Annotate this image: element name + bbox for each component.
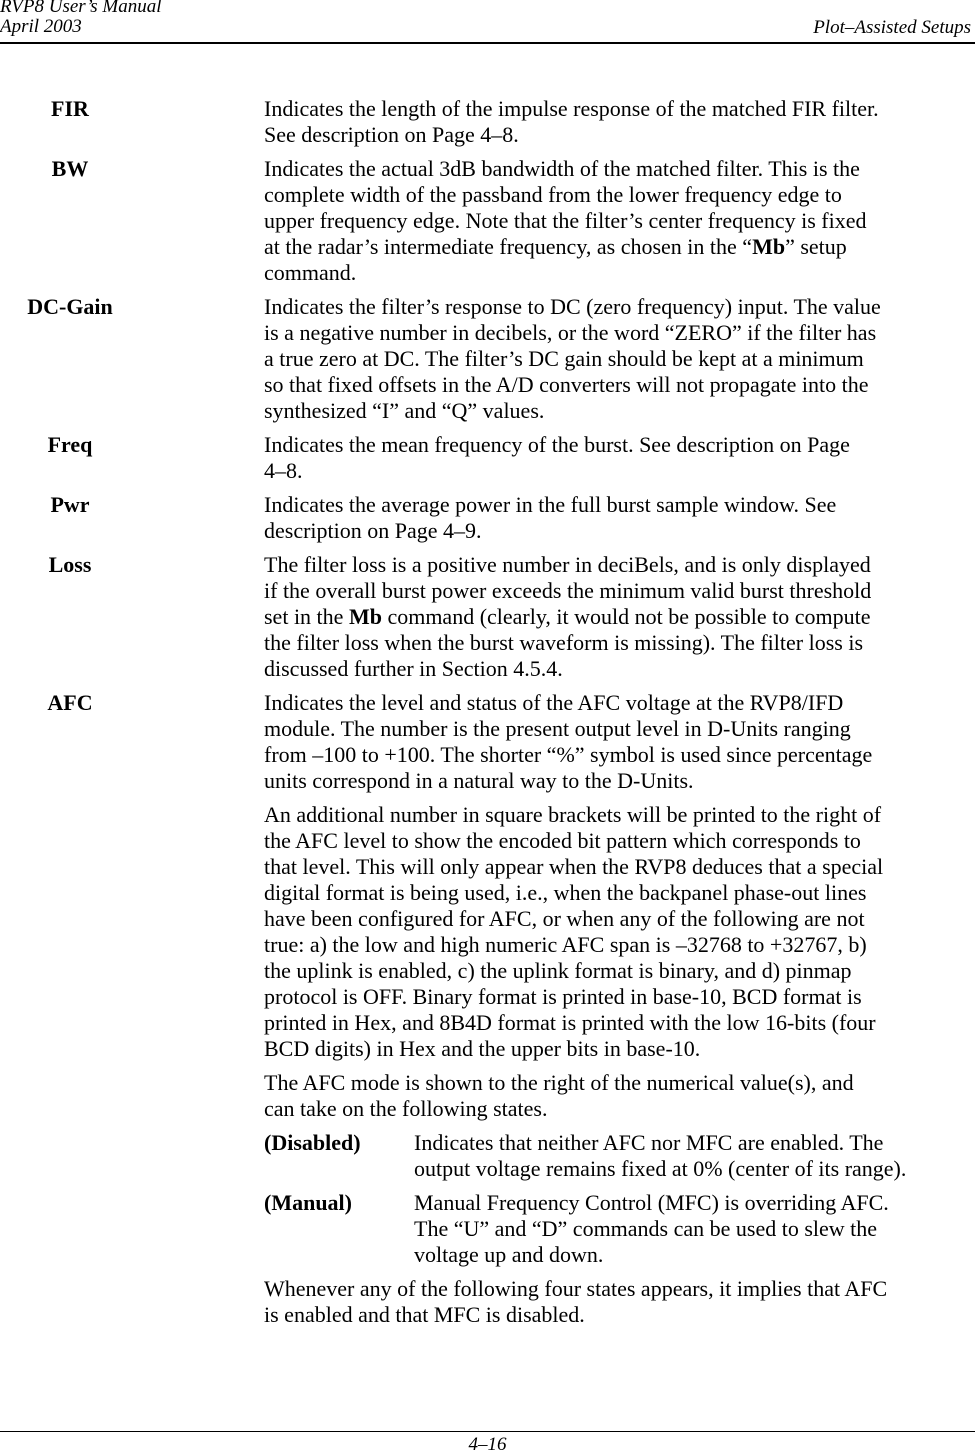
afc-state-disabled xyxy=(264,1130,975,1182)
page-body xyxy=(0,96,975,1336)
desc-line: The “U” and “D” commands can be used to slew the xyxy=(414,1216,878,1241)
term-afc: AFC xyxy=(47,690,93,715)
desc-line: module. The number is the present output level in D-Units ranging xyxy=(264,716,851,741)
mb-command: Mb xyxy=(348,604,382,629)
para-line: digital format is being used, i.e., when the backpanel phase-out lines xyxy=(264,880,867,905)
definition-afc xyxy=(0,690,975,794)
afc-state-manual xyxy=(264,1190,975,1268)
section-title: Plot–Assisted Setups xyxy=(813,17,971,38)
para-line: protocol is OFF. Binary format is printed in base-10, BCD format is xyxy=(264,984,862,1009)
header-rule xyxy=(0,42,975,44)
text-run: at the radar’s intermediate frequency, as chosen in the “ xyxy=(264,234,753,259)
text-run: set in the xyxy=(264,604,349,629)
para-line: true: a) the low and high numeric AFC span is –32768 to +32767, b) xyxy=(264,932,867,957)
para-line: printed in Hex, and 8B4D format is printed with the low 16-bits (four xyxy=(264,1010,876,1035)
para-line: have been configured for AFC, or when any of the following are not xyxy=(264,906,865,931)
manual-date: April 2003 xyxy=(0,16,82,37)
desc-line: units correspond in a natural way to the D-Units. xyxy=(264,768,694,793)
term-freq: Freq xyxy=(47,432,93,457)
desc-freq xyxy=(264,432,975,484)
para-line: is enabled and that MFC is disabled. xyxy=(264,1302,585,1327)
desc-line: Indicates the length of the impulse response of the matched FIR filter. xyxy=(264,96,879,121)
desc-line: upper frequency edge. Note that the filter’s center frequency is fixed xyxy=(264,208,867,233)
desc-line: The filter loss is a positive number in deciBels, and is only displayed xyxy=(264,552,871,577)
term-bw: BW xyxy=(51,156,89,181)
definition-dc-gain xyxy=(0,294,975,424)
desc-line: complete width of the passband from the lower frequency edge to xyxy=(264,182,842,207)
para-line: The AFC mode is shown to the right of the numerical value(s), and xyxy=(264,1070,854,1095)
desc-line: description on Page 4–9. xyxy=(264,518,482,543)
page-number: 4–16 xyxy=(468,1434,507,1455)
desc-afc xyxy=(264,690,975,794)
desc-line: from –100 to +100. The shorter “%” symbol is used since percentage xyxy=(264,742,873,767)
desc-line: a true zero at DC. The filter’s DC gain should be kept at a minimum xyxy=(264,346,864,371)
desc-line: discussed further in Section 4.5.4. xyxy=(264,656,563,681)
para-line: the uplink is enabled, c) the uplink format is binary, and d) pinmap xyxy=(264,958,852,983)
para-line: the AFC level to show the encoded bit pattern which corresponds to xyxy=(264,828,861,853)
state-desc-manual xyxy=(414,1190,975,1268)
term-loss: Loss xyxy=(48,552,92,577)
page-header xyxy=(0,0,975,44)
desc-line: synthesized “I” and “Q” values. xyxy=(264,398,545,423)
text-run: command (clearly, it would not be possible to compute xyxy=(381,604,871,629)
para-line: Whenever any of the following four states appears, it implies that AFC xyxy=(264,1276,888,1301)
definition-fir xyxy=(0,96,975,148)
header-left xyxy=(0,0,162,37)
desc-line: Indicates the mean frequency of the burst. See description on Page xyxy=(264,432,850,457)
desc-loss xyxy=(264,552,975,682)
desc-line: Manual Frequency Control (MFC) is overriding AFC. xyxy=(414,1190,889,1215)
desc-line: output voltage remains fixed at 0% (center of its range). xyxy=(414,1156,907,1181)
desc-bw xyxy=(264,156,975,286)
para-line: BCD digits) in Hex and the upper bits in base-10. xyxy=(264,1036,701,1061)
afc-bit-pattern-paragraph xyxy=(264,802,975,1062)
manual-title: RVP8 User’s Manual xyxy=(0,0,162,17)
desc-fir xyxy=(264,96,975,148)
desc-line: Indicates the average power in the full burst sample window. See xyxy=(264,492,837,517)
term-fir: FIR xyxy=(51,96,89,121)
term-dc-gain: DC-Gain xyxy=(27,294,113,319)
desc-line: Indicates the level and status of the AFC voltage at the RVP8/IFD xyxy=(264,690,844,715)
para-line: that level. This will only appear when the RVP8 deduces that a special xyxy=(264,854,884,879)
definition-bw xyxy=(0,156,975,286)
desc-line xyxy=(264,604,975,630)
desc-line: Indicates that neither AFC nor MFC are enabled. The xyxy=(414,1130,884,1155)
desc-pwr xyxy=(264,492,975,544)
desc-line: the filter loss when the burst waveform is missing). The filter loss is xyxy=(264,630,864,655)
state-term-manual: (Manual) xyxy=(264,1190,352,1215)
desc-line: if the overall burst power exceeds the minimum valid burst threshold xyxy=(264,578,872,603)
afc-mode-paragraph xyxy=(264,1070,975,1122)
desc-line: command. xyxy=(264,260,357,285)
footer-rule xyxy=(0,1431,975,1432)
desc-line: voltage up and down. xyxy=(414,1242,604,1267)
para-line: An additional number in square brackets will be printed to the right of xyxy=(264,802,882,827)
para-line: can take on the following states. xyxy=(264,1096,548,1121)
desc-line xyxy=(264,234,975,260)
desc-line: Indicates the actual 3dB bandwidth of the matched filter. This is the xyxy=(264,156,860,181)
definition-freq xyxy=(0,432,975,484)
state-desc-disabled xyxy=(414,1130,975,1182)
desc-line: is a negative number in decibels, or the word “ZERO” if the filter has xyxy=(264,320,877,345)
desc-dc-gain xyxy=(264,294,975,424)
definition-pwr xyxy=(0,492,975,544)
closing-paragraph xyxy=(264,1276,975,1328)
desc-line: 4–8. xyxy=(264,458,303,483)
text-run: ” setup xyxy=(785,234,847,259)
state-term-disabled: (Disabled) xyxy=(264,1130,361,1155)
mb-command: Mb xyxy=(752,234,786,259)
term-pwr: Pwr xyxy=(50,492,90,517)
definition-loss xyxy=(0,552,975,682)
desc-line: so that fixed offsets in the A/D converters will not propagate into the xyxy=(264,372,869,397)
desc-line: See description on Page 4–8. xyxy=(264,122,519,147)
desc-line: Indicates the filter’s response to DC (zero frequency) input. The value xyxy=(264,294,881,319)
